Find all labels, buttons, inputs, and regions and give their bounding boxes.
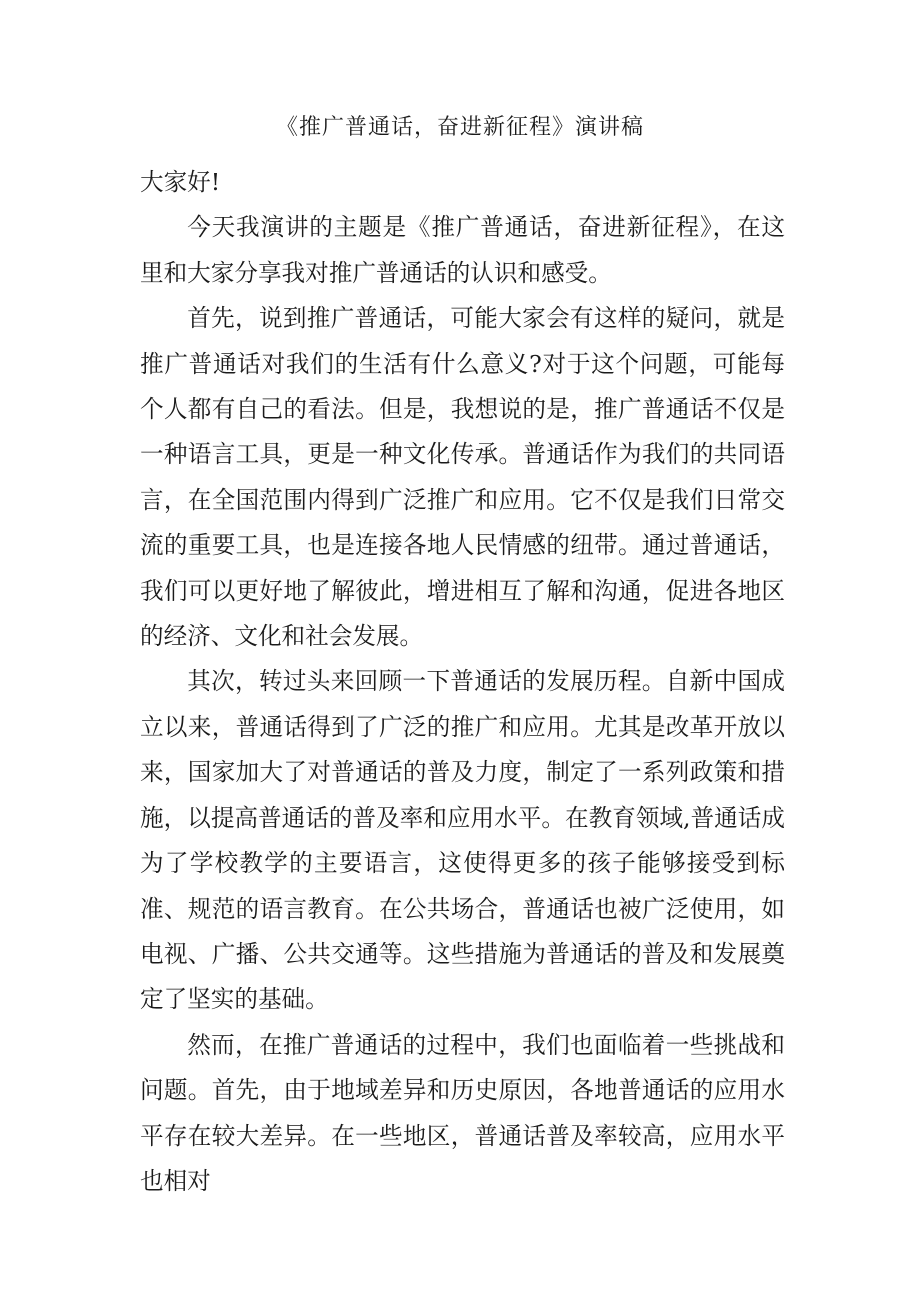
paragraph-4: 然而，在推广普通话的过程中，我们也面临着一些挑战和问题。首先，由于地域差异和历史原因，各地普通话的应用水平存在较大差异。在一些地区，普通话普及率较高，应用水平也相对 [140, 1030, 785, 1195]
document-body [140, 160, 785, 1204]
greeting: 大家好! [140, 168, 221, 196]
paragraph-3: 其次，转过头来回顾一下普通话的发展历程。自新中国成立以来，普通话得到了广泛的推广和应用。尤其是改革开放以来，国家加大了对普通话的普及力度，制定了一系列政策和措施，以提高普通话的普及率和应用水平。在教育领域,普通话成为了学校教学的主要语言，这使得更多的孩子能够接受到标准、规范的语言教育。在公共场合，普通话也被广泛使用，如电视、广播、公共交通等。这些措施为普通话的普及和发展奠定了坚实的基础。 [140, 667, 785, 1014]
paragraph-2: 首先，说到推广普通话，可能大家会有这样的疑问，就是推广普通话对我们的生活有什么意义?对于这个问题，可能每个人都有自己的看法。但是，我想说的是，推广普通话不仅是一种语言工具，更是一种文化传承。普通话作为我们的共同语言，在全国范围内得到广泛推广和应用。它不仅是我们日常交流的重要工具，也是连接各地人民情感的纽带。通过普通话，我们可以更好地了解彼此，增进相互了解和沟通，促进各地区的经济、文化和社会发展。 [140, 304, 785, 651]
paragraph-1: 今天我演讲的主题是《推广普通话，奋进新征程》，在这里和大家分享我对推广普通话的认识和感受。 [140, 213, 785, 287]
document-title: 《推广普通话，奋进新征程》演讲稿 [275, 115, 644, 140]
